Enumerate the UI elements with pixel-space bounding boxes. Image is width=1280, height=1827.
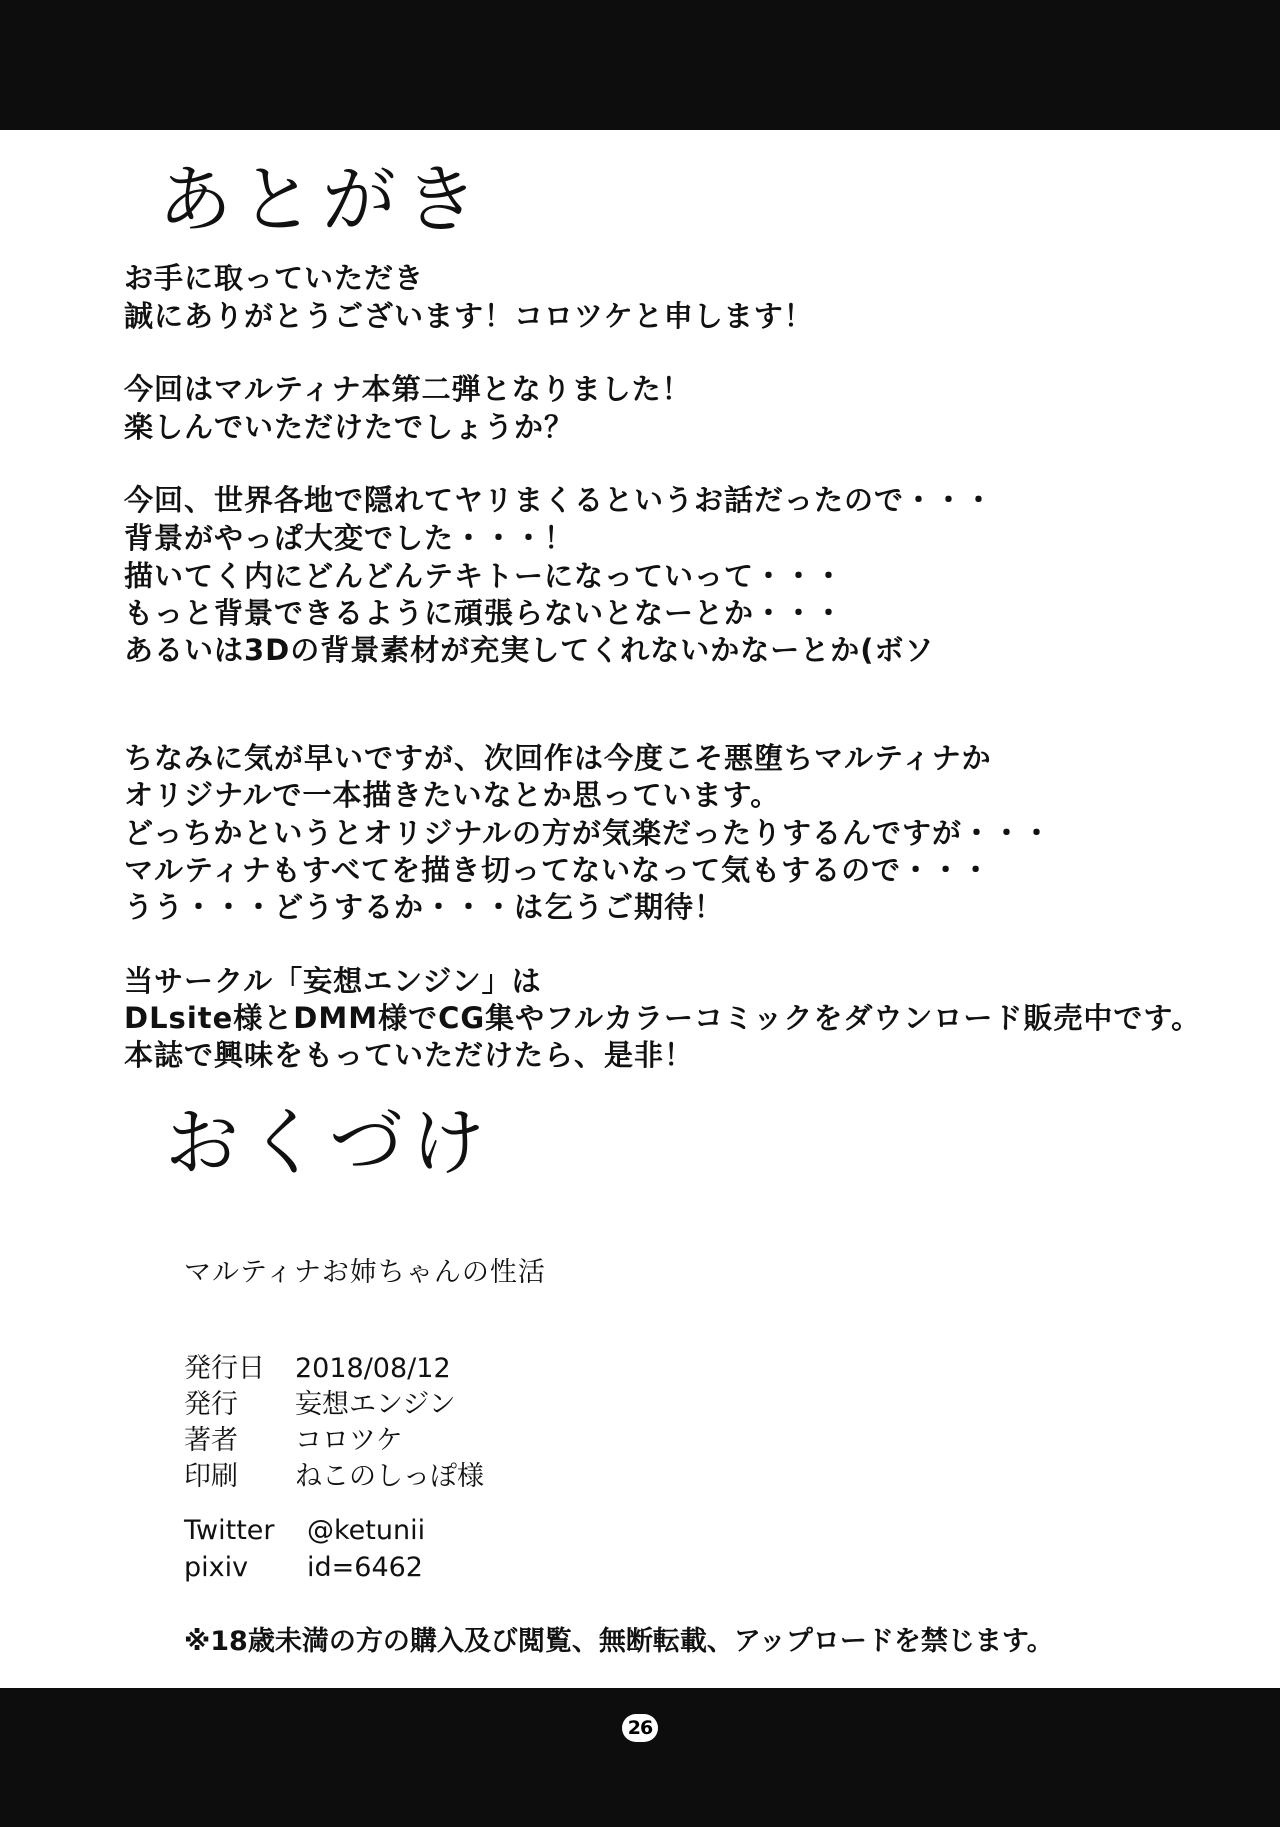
row-label: 発行日 — [184, 1353, 265, 1384]
afterword-line: どっちかというとオリジナルの方が気楽だったりするんですが・・・ — [124, 816, 1052, 850]
afterword-line: 今回、世界各地で隠れてヤリまくるというお話だったので・・・ — [124, 483, 995, 517]
row-value: @ketunii — [307, 1515, 426, 1546]
age-restriction-notice: ※18歳未満の方の購入及び閲覧、無断転載、アップロードを禁じます。 — [184, 1626, 1054, 1657]
row-value: 妄想エンジン — [295, 1389, 456, 1420]
afterword-line: 誠にありがとうございます！コロツケと申します！ — [124, 299, 814, 333]
colophon-row — [184, 1352, 451, 1386]
afterword-line: 本誌で興味をもっていただけたら、是非！ — [124, 1038, 695, 1072]
row-label: pixiv — [184, 1552, 249, 1583]
afterword-line: DLsite様とDMM様でCG集やフルカラーコミックをダウンロード販売中です。 — [124, 1001, 1202, 1035]
afterword-line: 描いてく内にどんどんテキトーになっていって・・・ — [124, 559, 845, 593]
bottom-black-band — [0, 1688, 1280, 1827]
afterword-heading: あとがき — [158, 157, 486, 243]
afterword-line: あるいは3Dの背景素材が充実してくれないかなーとか(ボソ — [124, 633, 935, 667]
afterword-line: 今回はマルティナ本第二弾となりました！ — [124, 372, 692, 406]
colophon-row — [184, 1514, 425, 1548]
row-label: 印刷 — [184, 1461, 238, 1492]
row-value: id=6462 — [307, 1552, 423, 1583]
afterword-line: ちなみに気が早いですが、次回作は今度こそ悪堕ちマルティナか — [124, 741, 992, 775]
row-value: コロツケ — [295, 1425, 403, 1456]
page-number: 26 — [622, 1714, 658, 1742]
row-label: 著者 — [184, 1425, 238, 1456]
top-black-band — [0, 0, 1280, 130]
afterword-line: 背景がやっぱ大変でした・・・！ — [124, 521, 575, 555]
colophon-row — [184, 1388, 456, 1422]
afterword-line: マルティナもすべてを描き切ってないなって気もするので・・・ — [124, 853, 992, 887]
afterword-line: オリジナルで一本描きたいなとか思っています。 — [124, 778, 781, 812]
afterword-line: もっと背景できるように頑張らないとなーとか・・・ — [124, 596, 845, 630]
afterword-line: お手に取っていただき — [124, 261, 425, 295]
afterword-line: うう・・・どうするか・・・は乞うご期待！ — [124, 890, 725, 924]
colophon-row — [184, 1551, 423, 1585]
row-label: Twitter — [184, 1515, 275, 1546]
colophon-row — [184, 1460, 484, 1494]
row-label: 発行 — [184, 1389, 238, 1420]
colophon-row — [184, 1424, 403, 1458]
colophon-heading: おくづけ — [165, 1100, 493, 1186]
afterword-line: 当サークル「妄想エンジン」は — [124, 964, 542, 998]
row-value: ねこのしっぽ様 — [295, 1461, 484, 1492]
book-title: マルティナお姉ちゃんの性活 — [184, 1257, 546, 1288]
afterword-line: 楽しんでいただけたでしょうか？ — [124, 410, 575, 444]
row-value: 2018/08/12 — [295, 1353, 451, 1384]
